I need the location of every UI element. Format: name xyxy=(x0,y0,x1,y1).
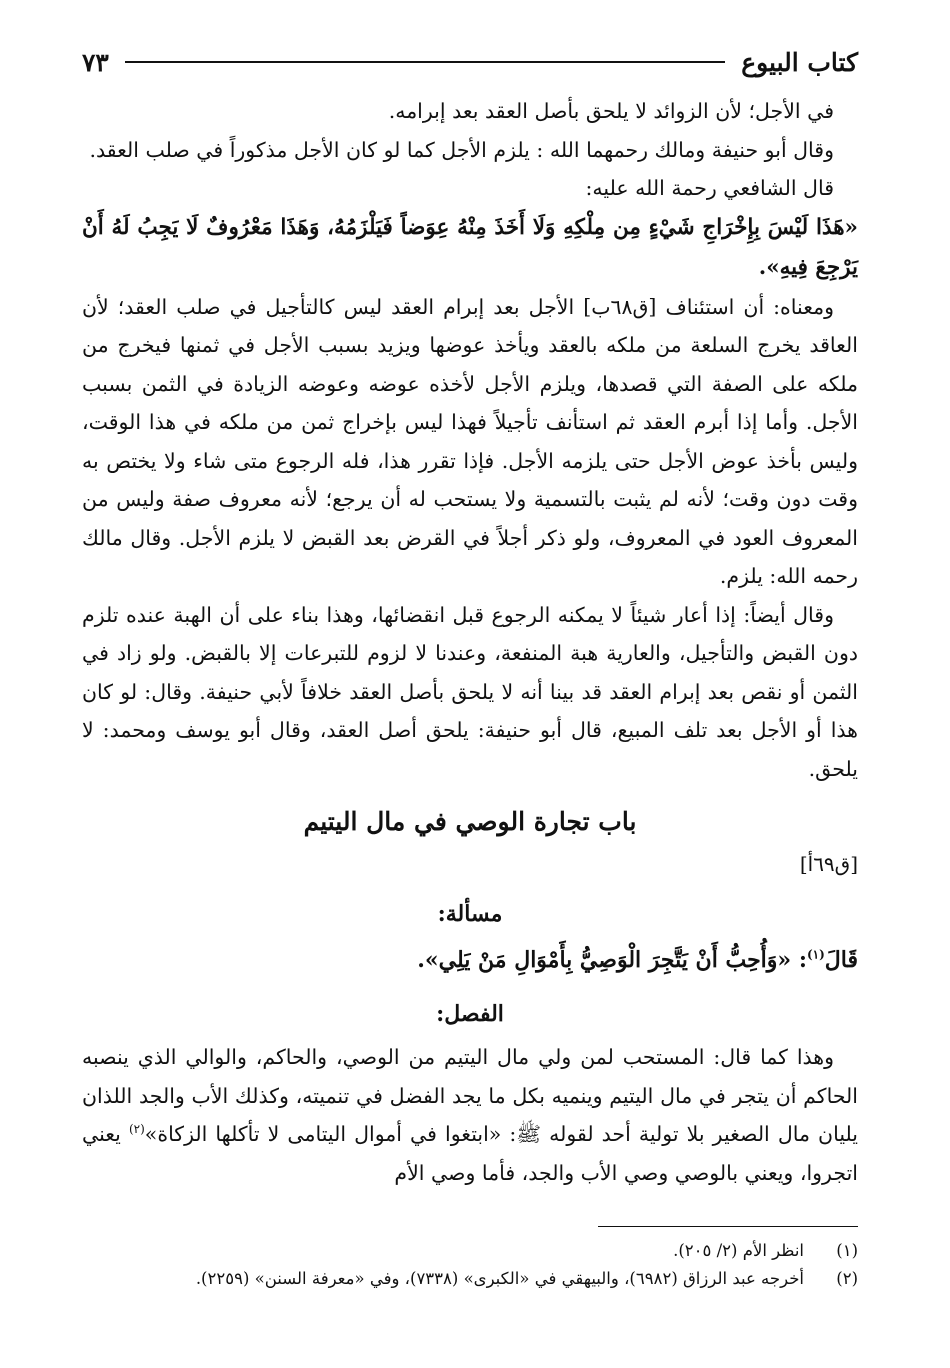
issue-statement xyxy=(82,938,858,982)
footnote-text: انظر الأم (٢/ ٢٠٥). xyxy=(673,1241,804,1260)
footnote-2 xyxy=(82,1265,858,1293)
footnote-rule xyxy=(598,1226,858,1227)
section-heading: الفصل: xyxy=(436,1001,504,1027)
paragraph-1: في الأجل؛ لأن الزوائد لا يلحق بأصل العقد بعد إبرامه. xyxy=(388,99,834,123)
book-title: كتاب البيوع xyxy=(741,47,858,77)
paragraph-6-part-a: وهذا كما قال: المستحب لمن ولي مال اليتيم من الوصي، والحاكم، والوالي الذي ينصبه الحاكم أن يتجر في مال اليتيم وينميه بكل ما يجد الفضل في تنميته، وكذلك الأب والجد اللذان يليان مال الصغير بلا تولية أحد لقوله ﷺ: «ابتغوا في أموال اليتامى لا تأكلها الزكاة» xyxy=(82,1045,859,1146)
footnote-text: أخرجه عبد الرزاق (٦٩٨٢)، والبيهقي في «الكبرى» (٧٣٣٨)، وفي «معرفة السنن» (٢٢٥٩). xyxy=(195,1269,804,1288)
folio-marker: [ق٦٩أ] xyxy=(799,852,858,876)
issue-quote: : «وَأُحِبُّ أَنْ يَتَّجِرَ الْوَصِيُّ بِأَمْوَالِ مَنْ يَلِي». xyxy=(417,947,807,973)
paragraph-3: قال الشافعي رحمة الله عليه: xyxy=(585,176,834,200)
chapter-title: باب تجارة الوصي في مال اليتيم xyxy=(303,807,637,836)
footnote-ref-1[interactable]: (١) xyxy=(806,947,825,962)
shafii-quote: «هَذَا لَيْسَ بِإِخْرَاجِ شَيْءٍ مِن مِلْكِهِ وَلَا أَخَذَ مِنْهُ عِوَضاً فَيَلْزَمُهُ، وَهَذَا مَعْرُوفٌ لَا يَجِبُ لَهُ أَنْ يَرْجِعَ فِيهِ». xyxy=(82,214,858,280)
paragraph-2: وقال أبو حنيفة ومالك رحمهما الله : يلزم الأجل كما لو كان الأجل مذكوراً في صلب العقد. xyxy=(89,137,834,162)
running-header xyxy=(82,42,858,82)
footnote-ref-2[interactable]: (٢) xyxy=(128,1122,145,1137)
footnote-number: (٢) xyxy=(836,1269,858,1288)
footnote-number: (١) xyxy=(836,1241,858,1260)
header-rule xyxy=(125,61,725,63)
paragraph-6-part-b: يعني اتجروا، ويعني بالوصي وصي الأب والجد، فأما وصي الأم xyxy=(82,1122,858,1185)
paragraph-6 xyxy=(82,1038,858,1192)
issue-heading: مسألة: xyxy=(437,901,503,927)
footnote-1 xyxy=(82,1237,858,1265)
page-number: ٧٣ xyxy=(82,47,109,77)
paragraph-4: ومعناه: أن استئناف [ق٦٨ب] الأجل بعد إبرام العقد ليس كالتأجيل في صلب العقد؛ لأن العاقد يخرج السلعة من ملكه بالعقد ويأخذ عوضها ويزيد بسبب الأجل في ثمنها فيخرج من ملكه على الصفة التي قصدها، ويلزم الأجل لأخذه عوضه وعوضه الزيادة في الثمن بسبب الأجل. وأما إذا أبرم العقد ثم استأنف تأجيلاً فهذا ليس بإخراج ثمن من ملكه في هذا الوقت، وليس بأخذ عوض الأجل حتى يلزمه الأجل. فإذا تقرر هذا، فله الرجوع متى شاء ولا يختص به وقت دون وقت؛ لأنه لم يثبت بالتسمية ولا يستحب له أن يرجع؛ لأنه معروف صفة وليس من المعروف العود في المعروف، ولو ذكر أجلاً في القرض بعد القبض لا يلزم الأجل. وقال مالك رحمه الله: يلزم. xyxy=(82,294,858,588)
paragraph-5: وقال أيضاً: إذا أعار شيئاً لا يمكنه الرجوع قبل انقضائها، وهذا بناء على أن الهبة عنده تلزم دون القبض والتأجيل، والعارية هبة المنفعة، وعندنا لا لزوم للتبرعات إلا بالقبض. ولو زاد في الثمن أو نقص بعد إبرام العقد قد بينا أنه لا يلحق بأصل العقد خلافاً لأبي حنيفة. وقال: لو كان هذا أو الأجل بعد تلف المبيع، قال أبو حنيفة: يلحق أصل العقد، وقال أبو يوسف ومحمد: لا يلحق. xyxy=(82,602,858,781)
issue-lead: قَالَ xyxy=(824,947,858,973)
